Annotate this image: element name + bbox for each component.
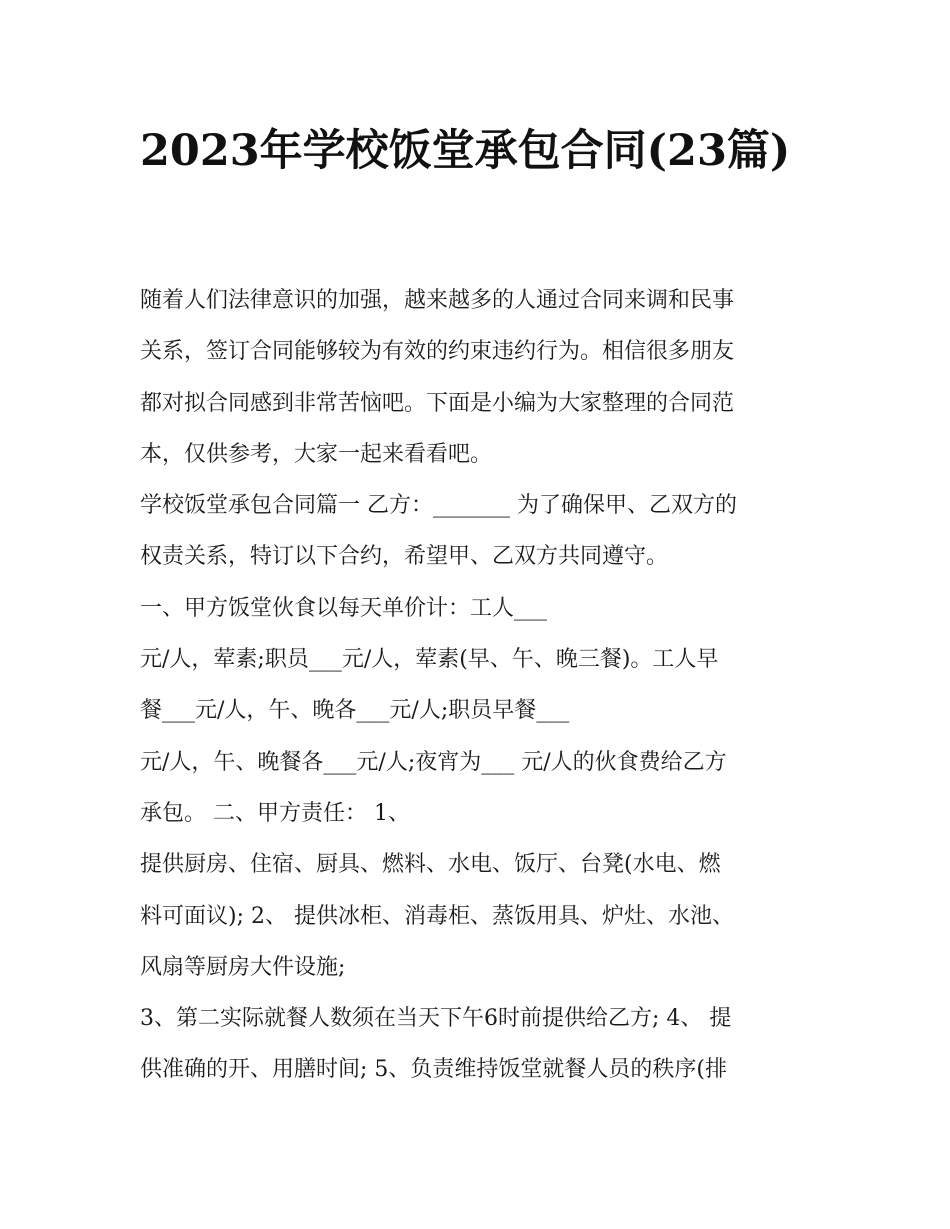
body-line: 料可面议); 2、 提供冰柜、消毒柜、蒸饭用具、炉灶、水池、 [140,903,734,929]
body-line: 3、第二实际就餐人数须在当天下午6时前提供给乙方; 4、 提 [140,1006,732,1032]
body-line: 本，仅供参考，大家一起来看看吧。 [140,441,493,467]
body-line: 随着人们法律意识的加强，越来越多的人通过合同来调和民事 [140,288,735,313]
body-line: 权责关系，特订以下合约，希望甲、乙双方共同遵守。 [140,544,669,570]
body-line: 都对拟合同感到非常苦恼吧。下面是小编为大家整理的合同范 [140,390,735,416]
body-line: 学校饭堂承包合同篇一 乙方：_______ 为了确保甲、乙双方的 [140,493,737,519]
document-body [140,275,820,1096]
body-line: 承包。 二、甲方责任： 1、 [140,800,410,826]
body-line: 元/人，午、晚餐各___元/人;夜宵为___ 元/人的伙食费给乙方 [140,749,727,775]
body-line: 关系，签订合同能够较为有效的约束违约行为。相信很多朋友 [140,339,735,365]
body-line: 供准确的开、用膳时间; 5、负责维持饭堂就餐人员的秩序(排 [140,1057,727,1083]
body-line: 元/人，荤素;职员___元/人，荤素(早、午、晚三餐)。工人早 [140,647,719,673]
body-line: 提供厨房、住宿、厨具、燃料、水电、饭厅、台凳(水电、燃 [140,852,721,878]
page-title: 2023年学校饭堂承包合同(23篇) [140,126,791,176]
body-line: 一、甲方饭堂伙食以每天单价计：工人___ [140,595,548,621]
body-line: 餐___元/人，午、晚各___元/人;职员早餐___ [140,698,570,724]
body-line: 风扇等厨房大件设施; [140,954,346,980]
